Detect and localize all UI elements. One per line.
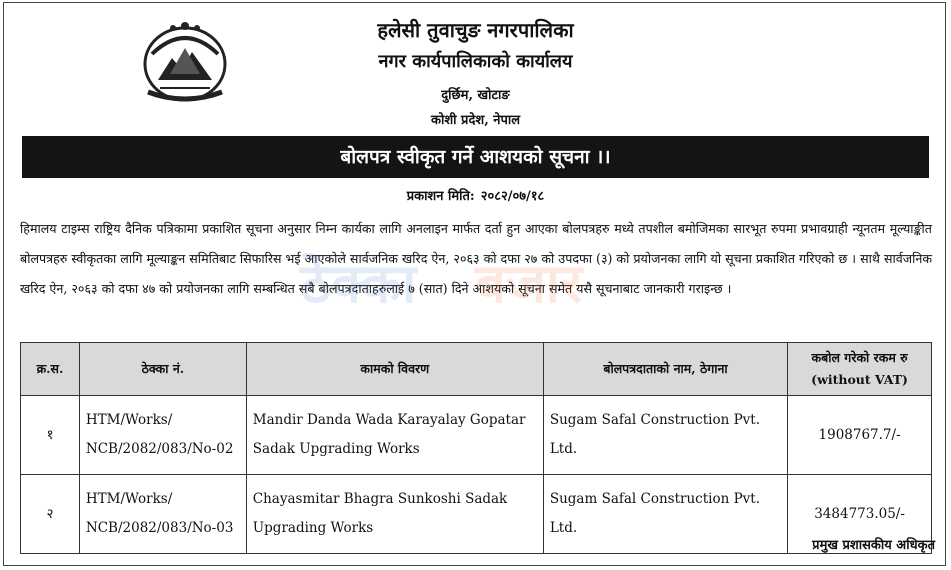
table-row: [21, 475, 932, 554]
cell-bidder: Sugam Safal Construction Pvt. Ltd.: [543, 396, 787, 475]
table-header-row: [21, 343, 932, 396]
cell-contract-no: HTM/Works/ NCB/2082/083/No-03: [79, 475, 246, 554]
cell-contract-no: HTM/Works/ NCB/2082/083/No-02: [79, 396, 246, 475]
header-amount-line2: (without VAT): [811, 372, 908, 387]
notice-title-banner: बोलपत्र स्वीकृत गर्ने आशयको सूचना ।।: [22, 136, 929, 178]
header-description: कामको विवरण: [246, 343, 543, 396]
watermark-part-2: बजार: [475, 252, 582, 315]
publication-date-label: प्रकाशन मिति:: [406, 189, 475, 204]
header-contract-no: ठेक्का नं.: [79, 343, 246, 396]
watermark-part-1: ठेक्का: [300, 252, 417, 315]
office-name: नगर कार्यपालिकाको कार्यालय: [378, 51, 573, 72]
table-row: [21, 396, 932, 475]
cell-description: Chayasmitar Bhagra Sunkoshi Sadak Upgrading Works: [246, 475, 543, 554]
cell-amount: 1908767.7/-: [788, 396, 932, 475]
publication-date: [0, 186, 951, 204]
cell-bidder: Sugam Safal Construction Pvt. Ltd.: [543, 475, 787, 554]
contracts-table: [20, 342, 932, 554]
header-amount: [788, 343, 932, 396]
cell-sn: २: [21, 475, 80, 554]
publication-date-value: २०८२/०७/१८: [480, 189, 545, 204]
cell-amount: 3484773.05/-: [788, 475, 932, 554]
cell-description: Mandir Danda Wada Karayalay Gopatar Sadak Upgrading Works: [246, 396, 543, 475]
municipality-name: हलेसी तुवाचुङ नगरपालिका: [377, 18, 574, 42]
header-sn: क्र.स.: [21, 343, 80, 396]
header-bidder: बोलपत्रदाताको नाम, ठेगाना: [543, 343, 787, 396]
cell-sn: १: [21, 396, 80, 475]
notice-body-text: हिमालय टाइम्स राष्ट्रिय दैनिक पत्रिकामा प्रकाशित सूचना अनुसार निम्न कार्यका लागि अनलाइन मार्फत दर्ता हुन आएका बोलपत्रहरु मध्ये तपशील बमोजिमका सारभूत रुपमा प्रभावग्राही न्यूनतम मूल्याङ्कीत बोलपत्रहरु स्वीकृतका लागि मूल्याङ्कन समितिबाट सिफारिस भई आएकोले सार्वजनिक खरिद ऐन, २०६३ को दफा २७ को उपदफा (३) को प्रयोजनका लागि यो सूचना प्रकाशित गरिएको छ । साथै सार्वजनिक खरिद ऐन, २०६३ को दफा ४७ को प्रयोजनका लागि सम्बन्धित सबै बोलपत्रदाताहरुलाई ७ (सात) दिने आशयको सूचना समेत यसै सूचनाबाट जानकारी गराइन्छ ।: [20, 221, 932, 296]
header-amount-line1: कबोल गरेको रकम रु: [811, 350, 908, 365]
address-line-2: कोशी प्रदेश, नेपाल: [430, 113, 521, 128]
signoff-title: प्रमुख प्रशासकीय अधिकृत: [812, 538, 935, 553]
address-line-1: दुर्छिम, खोटाङ: [441, 88, 510, 103]
